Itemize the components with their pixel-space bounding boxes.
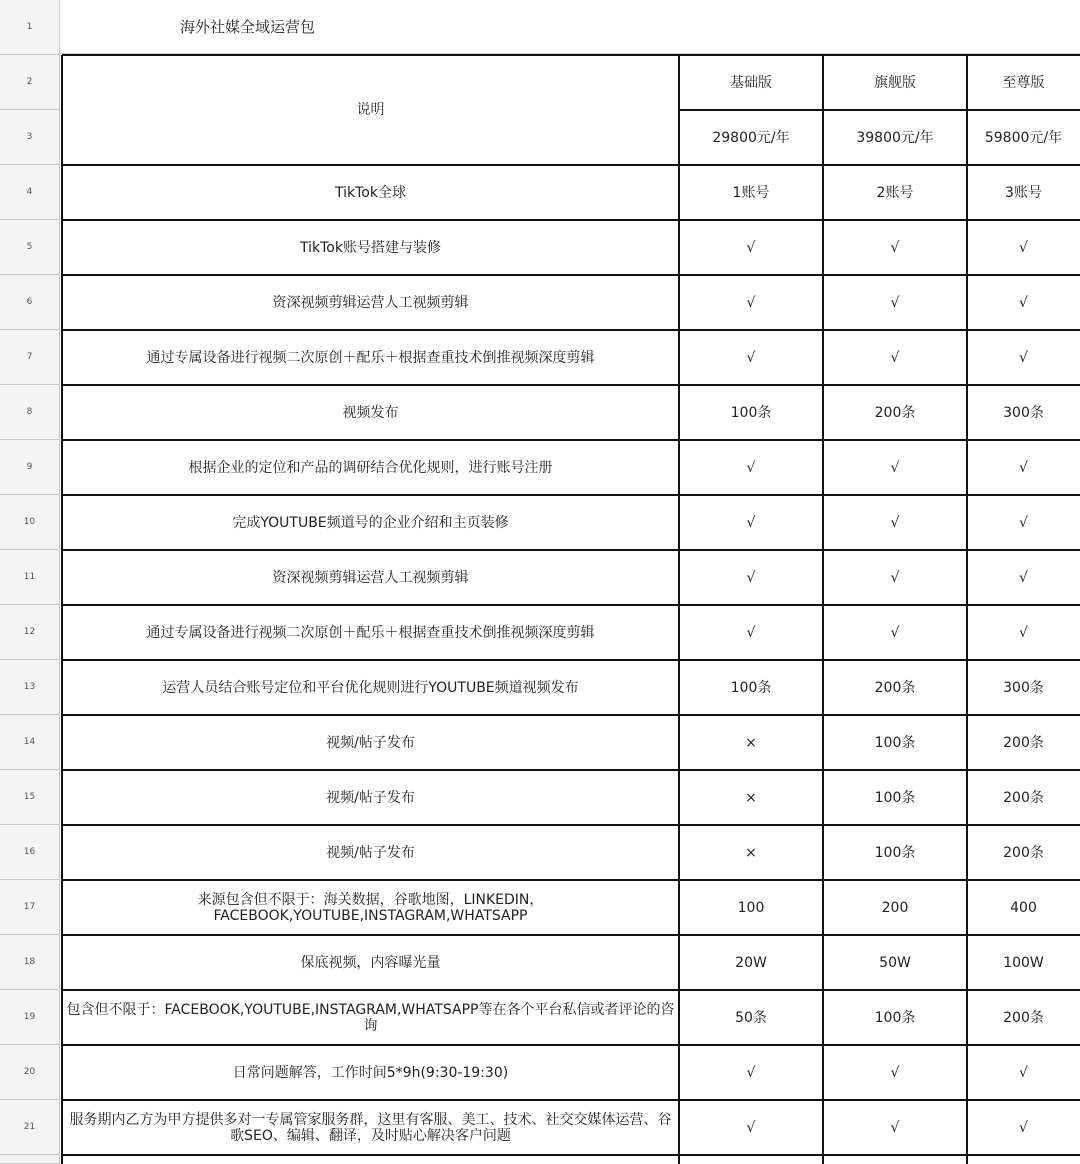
row-number[interactable]: 7 — [0, 330, 60, 385]
grid-line — [62, 164, 1080, 166]
plan-value[interactable]: 100条 — [874, 734, 916, 751]
grid-line — [62, 1154, 1080, 1156]
plan-value[interactable]: 200条 — [1003, 734, 1044, 751]
feature-description[interactable]: TikTok全球 — [335, 184, 406, 201]
plan-value[interactable]: 200条 — [874, 679, 916, 696]
row-number[interactable]: 16 — [0, 825, 60, 880]
row-number-tail — [0, 1155, 60, 1164]
plan-value[interactable]: √ — [746, 514, 756, 531]
plan-value[interactable]: √ — [1019, 514, 1028, 531]
plan-value[interactable]: √ — [746, 1119, 756, 1136]
feature-description[interactable]: 来源包含但不限于：海关数据，谷歌地图，LINKEDIN，FACEBOOK,YOUTUBE,INSTAGRAM,WHATSAPP — [197, 891, 544, 924]
row-number[interactable]: 17 — [0, 880, 60, 935]
plan-value[interactable]: √ — [1019, 239, 1028, 256]
grid-line — [62, 1099, 1080, 1101]
feature-description[interactable]: 视频/帖子发布 — [326, 789, 415, 806]
plan-value[interactable]: √ — [1019, 294, 1028, 311]
grid-line — [62, 439, 1080, 441]
grid-line — [62, 989, 1080, 991]
grid-line — [62, 659, 1080, 661]
feature-description[interactable]: 日常问题解答，工作时间5*9h(9:30-19:30) — [232, 1064, 509, 1081]
row-number[interactable]: 6 — [0, 275, 60, 330]
plan-value[interactable]: 100 — [737, 899, 765, 916]
plan-value[interactable]: √ — [746, 294, 756, 311]
feature-description[interactable]: 资深视频剪辑运营人工视频剪辑 — [272, 294, 469, 311]
feature-description[interactable]: 视频/帖子发布 — [326, 734, 415, 751]
grid-line — [966, 55, 968, 1164]
plan-value[interactable]: √ — [1019, 1064, 1028, 1081]
grid-line — [62, 934, 1080, 936]
plan-value[interactable]: 100条 — [874, 1009, 916, 1026]
plan-value[interactable]: √ — [746, 1064, 756, 1081]
feature-description[interactable]: 视频发布 — [342, 404, 399, 421]
plan-value[interactable]: 100W — [1003, 954, 1044, 971]
plan-value[interactable]: 3账号 — [1005, 184, 1042, 201]
grid-line — [62, 549, 1080, 551]
row-number[interactable]: 9 — [0, 440, 60, 495]
feature-description[interactable]: 通过专属设备进行视频二次原创＋配乐＋根据查重技术倒推视频深度剪辑 — [146, 624, 595, 641]
plan-value[interactable]: √ — [890, 294, 900, 311]
grid-line — [678, 55, 680, 1164]
feature-description[interactable]: 完成YOUTUBE频道号的企业介绍和主页装修 — [232, 514, 509, 531]
plan-value[interactable]: 100条 — [874, 789, 916, 806]
row-number[interactable]: 19 — [0, 990, 60, 1045]
plan-value[interactable]: √ — [890, 1064, 900, 1081]
plan-price[interactable]: 29800元/年 — [712, 129, 790, 146]
grid-line — [62, 879, 1080, 881]
row-number[interactable]: 2 — [0, 55, 60, 110]
row-number[interactable]: 4 — [0, 165, 60, 220]
header-description[interactable]: 说明 — [356, 102, 385, 118]
plan-value[interactable]: 2账号 — [876, 184, 914, 201]
plan-value[interactable]: √ — [890, 459, 900, 476]
plan-value[interactable]: 100条 — [730, 679, 772, 696]
plan-value[interactable]: 200 — [881, 899, 909, 916]
plan-value[interactable]: √ — [1019, 569, 1028, 586]
plan-value[interactable]: √ — [1019, 624, 1028, 641]
plan-value[interactable]: √ — [890, 239, 900, 256]
plan-value[interactable]: √ — [1019, 1119, 1028, 1136]
plan-value[interactable]: 400 — [1010, 899, 1037, 916]
feature-description[interactable]: 通过专属设备进行视频二次原创＋配乐＋根据查重技术倒推视频深度剪辑 — [146, 349, 595, 366]
grid-line — [62, 1044, 1080, 1046]
feature-description[interactable]: 保底视频，内容曝光量 — [300, 954, 441, 971]
plan-value[interactable]: √ — [890, 624, 900, 641]
grid-line — [62, 824, 1080, 826]
plan-value[interactable]: √ — [1019, 349, 1028, 366]
plan-value[interactable]: √ — [890, 569, 900, 586]
feature-description[interactable]: 资深视频剪辑运营人工视频剪辑 — [272, 569, 469, 586]
plan-value[interactable]: √ — [890, 1119, 900, 1136]
plan-value[interactable]: √ — [890, 514, 900, 531]
feature-description[interactable]: 视频/帖子发布 — [326, 844, 415, 861]
plan-value[interactable]: 1账号 — [732, 184, 770, 201]
plan-value[interactable]: × — [745, 789, 757, 806]
grid-line — [62, 769, 1080, 771]
grid-line — [62, 604, 1080, 606]
grid-line — [679, 109, 1080, 111]
row-number[interactable]: 21 — [0, 1100, 60, 1155]
plan-value[interactable]: 200条 — [874, 404, 916, 421]
feature-description[interactable]: 服务期内乙方为甲方提供多对一专属管家服务群，这里有客服、美工、技术、社交交媒体运营、谷歌SEO、编辑、翻译，及时贴心解决客户问题 — [69, 1111, 672, 1144]
row-number[interactable]: 18 — [0, 935, 60, 990]
grid-line — [62, 219, 1080, 221]
plan-name[interactable]: 基础版 — [730, 74, 772, 91]
plan-value[interactable]: √ — [746, 624, 756, 641]
grid-line — [62, 329, 1080, 331]
plan-value[interactable]: 200条 — [1003, 844, 1044, 861]
grid-line — [62, 714, 1080, 716]
plan-value[interactable]: √ — [746, 569, 756, 586]
plan-value[interactable]: 100条 — [730, 404, 772, 421]
grid-line — [62, 54, 1080, 56]
plan-value[interactable]: 50W — [879, 954, 911, 971]
row-number[interactable]: 10 — [0, 495, 60, 550]
plan-price[interactable]: 59800元/年 — [984, 129, 1063, 146]
plan-name[interactable]: 至尊版 — [1002, 74, 1045, 91]
plan-value[interactable]: √ — [1019, 459, 1028, 476]
row-number[interactable]: 3 — [0, 110, 60, 165]
plan-value[interactable]: 200条 — [1003, 789, 1044, 806]
row-number[interactable]: 11 — [0, 550, 60, 605]
plan-value[interactable]: 100条 — [874, 844, 916, 861]
plan-value[interactable]: × — [745, 734, 757, 751]
grid-line — [61, 55, 63, 1164]
row-number[interactable]: 8 — [0, 385, 60, 440]
plan-value[interactable]: √ — [746, 459, 756, 476]
row-number[interactable]: 20 — [0, 1045, 60, 1100]
row-number[interactable]: 5 — [0, 220, 60, 275]
grid-line — [62, 274, 1080, 276]
plan-value[interactable]: 300条 — [1003, 404, 1044, 421]
plan-value[interactable]: √ — [746, 239, 756, 256]
row-number[interactable]: 13 — [0, 660, 60, 715]
plan-value[interactable]: 300条 — [1003, 679, 1044, 696]
plan-value[interactable]: 20W — [735, 954, 767, 971]
plan-price[interactable]: 39800元/年 — [856, 129, 934, 146]
grid-line — [62, 494, 1080, 496]
grid-line — [62, 384, 1080, 386]
plan-value[interactable]: 200条 — [1003, 1009, 1044, 1026]
plan-value[interactable]: × — [745, 844, 757, 861]
feature-description[interactable]: 运营人员结合账号定位和平台优化规则进行YOUTUBE频道视频发布 — [162, 679, 579, 696]
plan-value[interactable]: 50条 — [735, 1009, 767, 1026]
row-number[interactable]: 12 — [0, 605, 60, 660]
row-number[interactable]: 15 — [0, 770, 60, 825]
plan-name[interactable]: 旗舰版 — [874, 74, 916, 91]
grid-line — [822, 55, 824, 1164]
feature-description[interactable]: 根据企业的定位和产品的调研结合优化规则，进行账号注册 — [188, 459, 553, 476]
row-number[interactable]: 1 — [0, 0, 60, 55]
plan-value[interactable]: √ — [746, 349, 756, 366]
plan-value[interactable]: √ — [890, 349, 900, 366]
sheet-title[interactable]: 海外社媒全域运营包 — [60, 0, 1080, 54]
row-number[interactable]: 14 — [0, 715, 60, 770]
feature-description[interactable]: TikTok账号搭建与装修 — [300, 239, 441, 256]
feature-description[interactable]: 包含但不限于：FACEBOOK,YOUTUBE,INSTAGRAM,WHATSAPP等在各个平台私信或者评论的咨询 — [66, 1001, 675, 1034]
